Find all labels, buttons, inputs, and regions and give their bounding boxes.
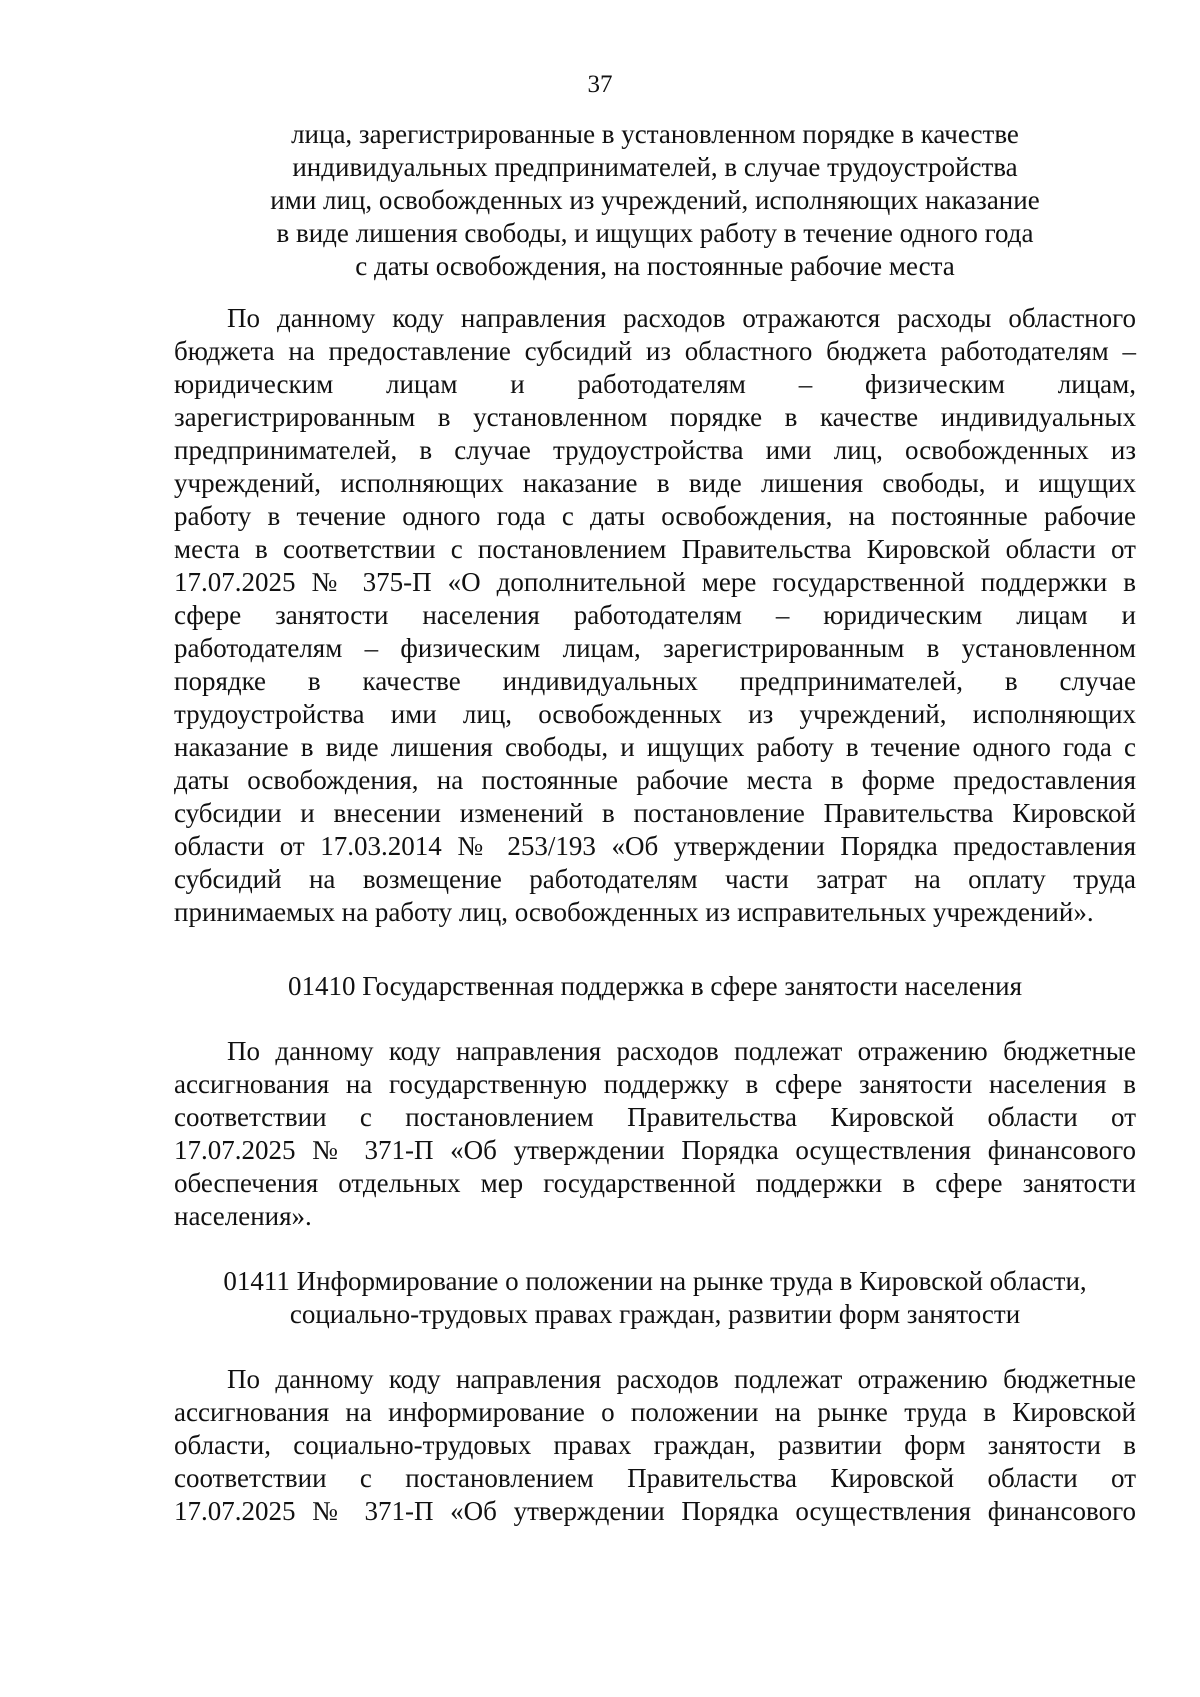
paragraph-line: юридическим лицам и работодателям – физическим лицам, [174, 369, 1136, 399]
paragraph-line: субсидии и внесении изменений в постановление Правительства Кировской [174, 798, 1136, 828]
heading-line: ими лиц, освобожденных из учреждений, исполняющих наказание [270, 185, 1040, 215]
paragraph-line: 17.07.2025 № 371-П «Об утверждении Порядка осуществления финансового [174, 1135, 1136, 1165]
paragraph-line: населения». [174, 1201, 312, 1231]
paragraph-line: соответствии с постановлением Правительства Кировской области от [174, 1102, 1136, 1132]
section-heading-01410 [175, 970, 1135, 1003]
page-number: 37 [587, 71, 613, 98]
paragraph-line: области от 17.03.2014 № 253/193 «Об утверждении Порядка предоставления [174, 831, 1136, 861]
heading-line: в виде лишения свободы, и ищущих работу в течение одного года [276, 218, 1034, 248]
paragraph-line: соответствии с постановлением Правительства Кировской области от [174, 1463, 1136, 1493]
paragraph-line: порядке в качестве индивидуальных предпринимателей, в случае [174, 666, 1136, 696]
section-heading-continuation [175, 118, 1135, 283]
paragraph-line: учреждений, исполняющих наказание в виде лишения свободы, и ищущих [174, 468, 1136, 498]
heading-line: социально-трудовых правах граждан, развитии форм занятости [289, 1299, 1021, 1329]
paragraph-line: обеспечения отдельных мер государственной поддержки в сфере занятости [174, 1168, 1136, 1198]
heading-line: с даты освобождения, на постоянные рабочие места [355, 251, 955, 281]
paragraph-line: наказание в виде лишения свободы, и ищущих работу в течение одного года с [174, 732, 1136, 762]
paragraph-line: области, социально-трудовых правах граждан, развитии форм занятости в [174, 1430, 1136, 1460]
paragraph-01411 [174, 1363, 1136, 1528]
paragraph-line: По данному коду направления расходов отражаются расходы областного [227, 303, 1136, 333]
heading-line: лица, зарегистрированные в установленном порядке в качестве [291, 119, 1019, 149]
paragraph-01410 [174, 1035, 1136, 1233]
paragraph-line: субсидий на возмещение работодателям части затрат на оплату труда [174, 864, 1136, 894]
paragraph-line: работодателям – физическим лицам, зарегистрированным в установленном [174, 633, 1136, 663]
heading-line: индивидуальных предпринимателей, в случае трудоустройства [292, 152, 1018, 182]
paragraph-line: места в соответствии с постановлением Правительства Кировской области от [174, 534, 1136, 564]
paragraph-line: трудоустройства ими лиц, освобожденных из учреждений, исполняющих [174, 699, 1136, 729]
paragraph-line: даты освобождения, на постоянные рабочие места в форме предоставления [174, 765, 1136, 795]
paragraph-line: 17.07.2025 № 371-П «Об утверждении Порядка осуществления финансового [174, 1496, 1136, 1526]
section-heading-01411 [175, 1265, 1135, 1331]
paragraph-line: 17.07.2025 № 375-П «О дополнительной мере государственной поддержки в [174, 567, 1136, 597]
paragraph-line: По данному коду направления расходов подлежат отражению бюджетные [227, 1036, 1136, 1066]
paragraph-line: предпринимателей, в случае трудоустройства ими лиц, освобожденных из [174, 435, 1136, 465]
paragraph-line: По данному коду направления расходов подлежат отражению бюджетные [227, 1364, 1136, 1394]
heading-line: 01410 Государственная поддержка в сфере занятости населения [287, 971, 1023, 1001]
paragraph-line: бюджета на предоставление субсидий из областного бюджета работодателям – [174, 336, 1136, 366]
paragraph-line: ассигнования на государственную поддержку в сфере занятости населения в [174, 1069, 1136, 1099]
paragraph-line: принимаемых на работу лиц, освобожденных из исправительных учреждений». [174, 897, 1094, 927]
paragraph-line: сфере занятости населения работодателям – юридическим лицам и [174, 600, 1136, 630]
paragraph-line: ассигнования на информирование о положении на рынке труда в Кировской [174, 1397, 1136, 1427]
paragraph-line: зарегистрированным в установленном порядке в качестве индивидуальных [174, 402, 1136, 432]
paragraph-line: работу в течение одного года с даты освобождения, на постоянные рабочие [174, 501, 1136, 531]
heading-line: 01411 Информирование о положении на рынке труда в Кировской области, [223, 1266, 1087, 1296]
paragraph-subsidies-employers [174, 302, 1136, 929]
